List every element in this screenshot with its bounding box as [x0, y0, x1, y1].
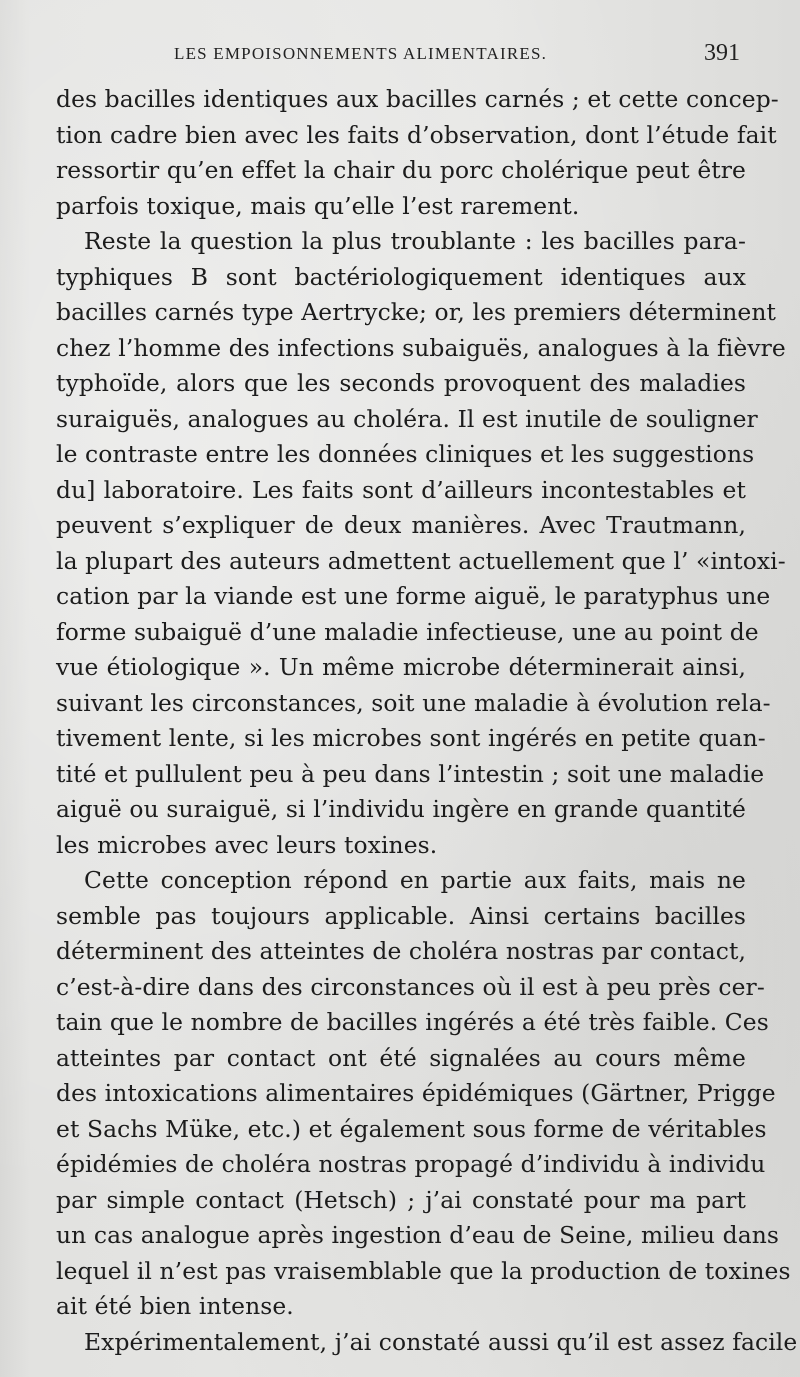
text-line: suraiguës, analogues au choléra. Il est inutile de souligner: [56, 404, 758, 433]
text-line: atteintes par contact ont été signalées au cours même: [56, 1043, 746, 1072]
text-line: tion cadre bien avec les faits d’observation, dont l’étude fait: [56, 120, 777, 149]
text-line: ait été bien intense.: [56, 1292, 294, 1320]
text-line: les microbes avec leurs toxines.: [56, 830, 438, 859]
page-number: 391: [704, 40, 740, 66]
text-line: du] laboratoire. Les faits sont d’ailleurs incontestables et: [56, 475, 746, 504]
text-line: le contraste entre les données cliniques et les suggestions: [56, 440, 755, 468]
text-line: semble pas toujours applicable. Ainsi certains bacilles: [56, 901, 746, 930]
text-line: Expérimentalement, j’ai constaté aussi qu’il est assez facile: [84, 1327, 798, 1356]
text-line: vue étiologique ». Un même microbe déterminerait ainsi,: [56, 653, 746, 681]
text-line: par simple contact (Hetsch) ; j’ai constaté pour ma part: [56, 1185, 746, 1214]
text-line: typhoïde, alors que les seconds provoquent des maladies: [56, 369, 746, 397]
running-head: [56, 34, 746, 78]
text-line: et Sachs Müke, etc.) et également sous forme de véritables: [56, 1114, 767, 1143]
text-line: tité et pullulent peu à peu dans l’intestin ; soit une maladie: [56, 759, 765, 788]
running-title: LES EMPOISONNEMENTS ALIMENTAIRES.: [174, 44, 548, 63]
text-line: déterminent des atteintes de choléra nostras par contact,: [56, 937, 747, 965]
text-line: Cette conception répond en partie aux faits, mais ne: [84, 866, 746, 894]
text-line: un cas analogue après ingestion d’eau de Seine, milieu dans: [56, 1221, 780, 1249]
book-page: [56, 34, 798, 1356]
text-line: peuvent s’expliquer de deux manières. Avec Trautmann,: [56, 511, 746, 539]
text-line: la plupart des auteurs admettent actuellement que l’ «intoxi-: [56, 546, 786, 575]
text-line: c’est-à-dire dans des circonstances où il est à peu près cer-: [56, 972, 765, 1001]
text-line: Reste la question la plus troublante : les bacilles para-: [84, 227, 746, 255]
text-line: bacilles carnés type Aertrycke; or, les premiers déterminent: [56, 298, 777, 326]
text-line: tivement lente, si les microbes sont ingérés en petite quan-: [56, 724, 766, 752]
text-line: parfois toxique, mais qu’elle l’est rarement.: [56, 191, 580, 220]
text-line: typhiques B sont bactériologiquement identiques aux: [56, 262, 746, 291]
text-line: ressortir qu’en effet la chair du porc cholérique peut être: [56, 156, 746, 184]
text-line: suivant les circonstances, soit une maladie à évolution rela-: [56, 688, 771, 717]
text-line: aiguë ou suraiguë, si l’individu ingère en grande quantité: [56, 795, 746, 823]
text-line: chez l’homme des infections subaiguës, analogues à la fièvre: [56, 333, 786, 362]
text-line: épidémies de choléra nostras propagé d’individu à individu: [56, 1150, 766, 1178]
text-line: des bacilles identiques aux bacilles carnés ; et cette concep-: [56, 85, 779, 113]
text-line: des intoxications alimentaires épidémiques (Gärtner, Prigge: [56, 1079, 776, 1107]
text-line: cation par la viande est une forme aiguë, le paratyphus une: [56, 582, 771, 610]
text-line: lequel il n’est pas vraisemblable que la production de toxines: [56, 1256, 791, 1285]
body-text: [56, 82, 798, 1360]
text-line: tain que le nombre de bacilles ingérés a été très faible. Ces: [56, 1008, 769, 1036]
text-line: forme subaiguë d’une maladie infectieuse, une au point de: [56, 617, 759, 646]
